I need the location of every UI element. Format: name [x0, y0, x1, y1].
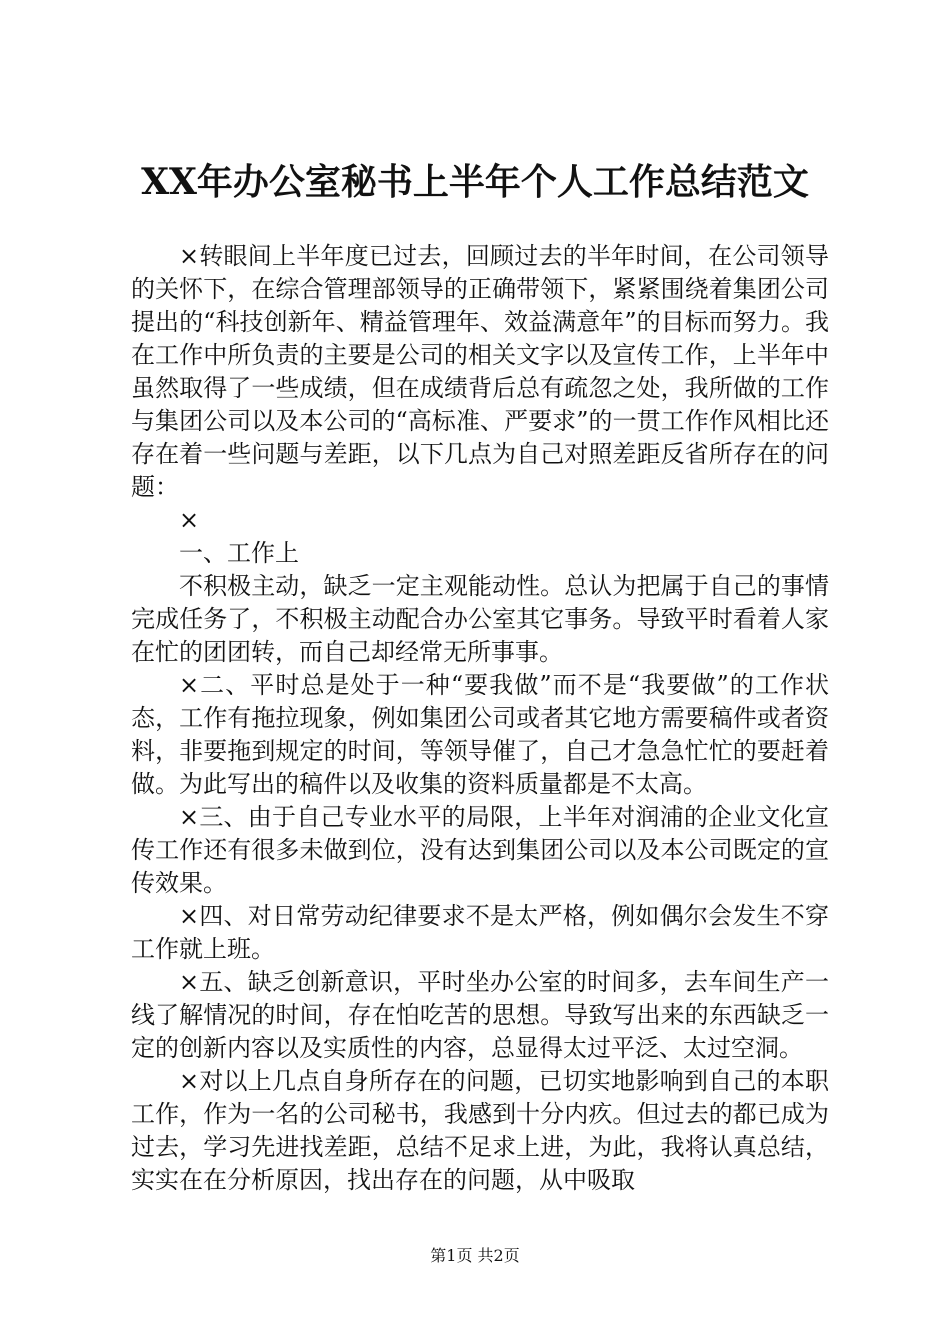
paragraph-conclusion: ×对以上几点自身所存在的问题，已切实地影响到自己的本职工作，作为一名的公司秘书，我感到十分内疚。但过去的都已成为过去，学习先进找差距，总结不足求上进，为此，我将认真总结，实实在在分析原因，找出存在的问题，从中吸取	[131, 1067, 829, 1194]
paragraph-item-2: ×二、平时总是处于一种“要我做”而不是“我要做”的工作状态，工作有拖拉现象，例如集团公司或者其它地方需要稿件或者资料，非要拖到规定的时间，等领导催了，自己才急急忙忙的要赶着做。为此写出的稿件以及收集的资料质量都是不太高。	[131, 671, 829, 798]
paragraph-item-3: ×三、由于自己专业水平的局限，上半年对润浦的企业文化宣传工作还有很多未做到位，没有达到集团公司以及本公司既定的宣传效果。	[131, 803, 829, 897]
paragraph-intro: ×转眼间上半年度已过去，回顾过去的半年时间，在公司领导的关怀下，在综合管理部领导的正确带领下，紧紧围绕着集团公司提出的“科技创新年、精益管理年、效益满意年”的目标而努力。我在工作中所负责的主要是公司的相关文字以及宣传工作，上半年中虽然取得了一些成绩，但在成绩背后总有疏忽之处，我所做的工作与集团公司以及本公司的“高标准、严要求”的一贯工作作风相比还存在着一些问题与差距，以下几点为自己对照差距反省所存在的问题：	[131, 242, 829, 501]
paragraph-item-5: ×五、缺乏创新意识，平时坐办公室的时间多，去车间生产一线了解情况的时间，存在怕吃苦的思想。导致写出来的东西缺乏一定的创新内容以及实质性的内容，总显得太过平泛、太过空洞。	[131, 968, 829, 1062]
document-body	[131, 240, 829, 1197]
page-footer: 第1页 共2页	[430, 1246, 520, 1265]
paragraph-item-4: ×四、对日常劳动纪律要求不是太严格，例如偶尔会发生不穿工作就上班。	[131, 902, 829, 963]
paragraph-mark: ×	[179, 506, 200, 534]
document-title: XX年办公室秘书上半年个人工作总结范文	[141, 161, 809, 203]
section-heading-work: 一、工作上	[179, 539, 299, 567]
paragraph-item-1: 不积极主动，缺乏一定主观能动性。总认为把属于自己的事情完成任务了，不积极主动配合办公室其它事务。导致平时看着人家在忙的团团转，而自己却经常无所事事。	[131, 572, 829, 666]
